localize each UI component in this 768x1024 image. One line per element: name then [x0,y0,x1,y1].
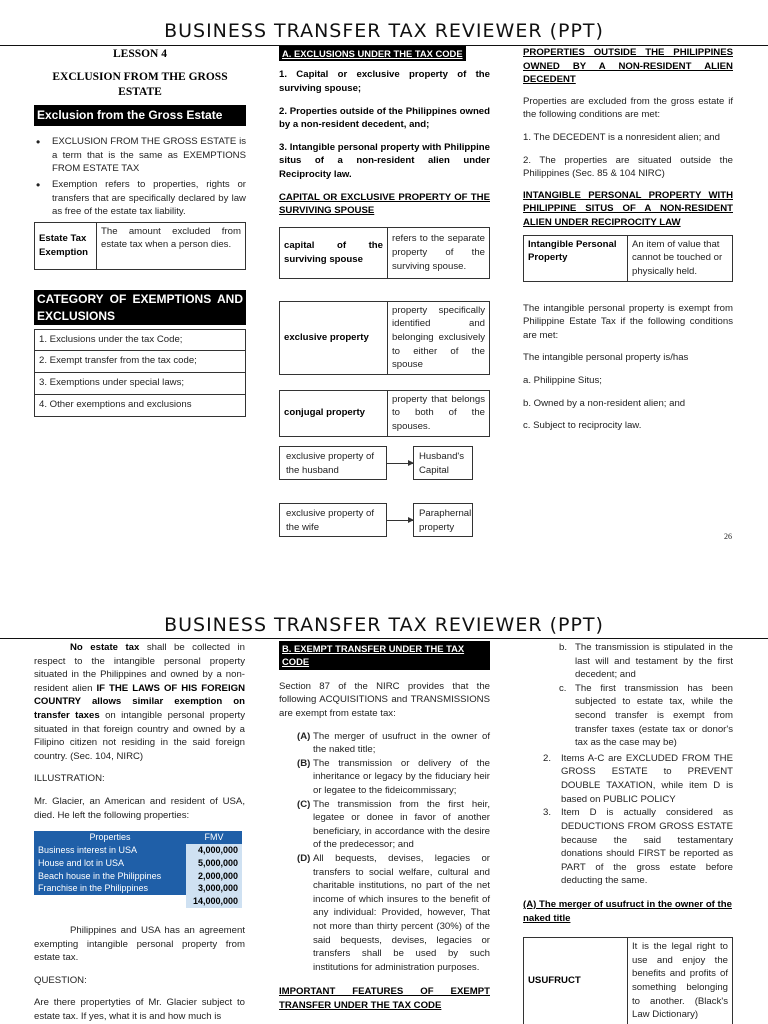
capital-subheading: CAPITAL OR EXCLUSIVE PROPERTY OF THE SURVIVING SPOUSE [279,191,490,217]
paragraph: 1. The DECEDENT is a nonresident alien; and [523,132,720,144]
paragraph: ILLUSTRATION: [34,773,105,785]
paragraph: a. Philippine Situs; [523,374,602,386]
properties-outside-heading: PROPERTIES OUTSIDE THE PHILIPPINES OWNED BY A NON-RESIDENT ALIEN DECEDENT [523,47,733,86]
paragraph: The intangible personal property is exempt from Philippine Estate Tax if the following conditions are met: [523,302,733,341]
list-item: 2. Exempt transfer from the tax code; [34,351,246,373]
intangible-table [523,235,733,282]
exclusion-item: 3. Intangible personal property with Philippine situs of a non-resident alien under Reciprocity law. [279,141,490,180]
def-term: capital of the surviving spouse [280,227,388,278]
usufruct-table [523,937,733,1024]
paragraph: The intangible personal property is/has [523,352,689,364]
table-total-row: 14,000,000 [34,895,242,908]
arrow-right-icon [387,520,413,521]
def-text: refers to the separate property of the surviving spouse. [388,227,490,278]
def-term: exclusive property [280,301,388,374]
page-number: 26 [724,532,732,541]
table-row: Franchise in the Philippines 3,000,000 [34,882,242,895]
title-rule [0,638,768,639]
list-item: 3. Exemptions under special laws; [34,373,246,395]
exclusion-item: 1. Capital or exclusive property of the surviving spouse; [279,69,490,94]
p1-col1 [34,46,246,417]
paragraph: Mr. Glacier, an American and resident of USA, died. He left the following properties: [34,796,245,821]
def-term: Estate Tax Exemption [35,222,97,269]
lesson-title: EXCLUSION FROM THE GROSS ESTATE [52,71,228,98]
list-item: 2. Items A-C are EXCLUDED FROM THE GROSS ESTATE to PREVENT DOUBLE TAXATION, while item D is based on PUBLIC POLICY [543,752,733,805]
flow-target: Husband's Capital [413,446,473,480]
arrow-right-icon [387,463,413,464]
def-term: USUFRUCT [524,938,628,1024]
section-heading: Exclusion from the Gross Estate [34,105,246,126]
table-row: Beach house in the Philippines 2,000,000 [34,870,242,883]
category-list [34,329,246,417]
p1-col3 [523,46,733,442]
list-item: 3. Item D is actually considered as DEDUCTIONS FROM GROSS ESTATE because the said testamentary donations should FIRST be reported as PART of the gross estate before deducting the same. [543,807,733,887]
column-header: Properties [34,831,186,844]
paragraph: Philippines and USA has an agreement exempting intangible personal property from estate tax. [34,924,245,964]
husband-capital-flow [279,446,473,480]
bullet-list [34,135,246,219]
intangible-heading: INTANGIBLE PERSONAL PROPERTY WITH PHILIPPINE SITUS OF A NON-RESIDENT ALIEN UNDER RECIPROCITY LAW [523,189,733,229]
p2-col2 [279,641,490,1013]
column-header: FMV [186,831,242,844]
flow-target: Paraphernal property [413,503,473,537]
p2-col3 [523,641,733,1024]
def-text: property specifically identified and belonging exclusively to either of the spouse [388,301,490,374]
list-item: c. The first transmission has been subjected to estate tax, while the second transfer is exempt from transfer taxes (estate tax or donor's tax as the case may be) [559,682,733,749]
exclusions-heading: A. EXCLUSIONS UNDER THE TAX CODE [279,46,466,61]
def-text: The amount excluded from estate tax when a person dies. [97,222,246,269]
list-item: (D) All bequests, devises, legacies or transfers to social welfare, cultural and charitable institutions, no part of the net income of which insures to the benefit of any individual: Provided, however, That not more than thirty percent (30%) of the said bequests, devises, legacies or transfers shall be used by such institutions for administration purposes. [297,853,490,973]
p2-col1 [34,641,245,1024]
def-term: Intangible Personal Property [524,235,628,281]
list-item: 4. Other exemptions and exclusions [34,395,246,417]
exempt-transfer-heading: B. EXEMPT TRANSFER UNDER THE TAX CODE [279,641,490,670]
paragraph: Section 87 of the NIRC provides that the following ACQUISITIONS and TRANSMISSIONS are exempt from estate tax: [279,680,490,719]
list-item: (C) The transmission from the first heir, legatee or donee in favor of another beneficiary, in accordance with the desire of the predecessor; and [297,798,490,851]
table-row: House and lot in USA 5,000,000 [34,857,242,870]
list-item: (A) The merger of usufruct in the owner of the naked title; [297,730,490,756]
flow-source: exclusive property of the wife [279,503,387,537]
def-text: property that belongs to both of the spouses. [388,390,490,436]
paragraph: No estate tax shall be collected in respect to the intangible personal property situated in the Philippines and owned by a non-resident alien IF THE LAWS OF HIS FOREIGN COUNTRY allows similar exemption on transfer taxes on intangible personal property situated in that foreign country and owned by a Filipino citizen not residing in the said foreign country. (Sec. 104, NIRC) [34,642,246,762]
page-title: BUSINESS TRANSFER TAX REVIEWER (PPT) [164,614,604,636]
estate-tax-exemption-table [34,222,246,270]
paragraph: Properties are excluded from the gross estate if the following conditions are met: [523,95,733,121]
list-item: • EXCLUSION FROM THE GROSS ESTATE is a term that is the same as EXEMPTIONS FROM ESTATE TAX [34,135,246,176]
properties-fmv-table [34,831,242,908]
important-features-heading: IMPORTANT FEATURES OF EXEMPT TRANSFER UNDER THE TAX CODE [279,986,490,1012]
paragraph: QUESTION: [34,974,87,986]
paragraph: Are there propertyties of Mr. Glacier subject to estate tax. If yes, what it is and how much is [34,997,245,1022]
def-text: It is the legal right to use and enjoy the benefits and profits of something belonging to another. (Black's Law Dictionary) [628,938,733,1024]
def-text: An item of value that cannot be touched or physically held. [628,235,733,281]
capital-table [279,227,490,279]
flow-source: exclusive property of the husband [279,446,387,480]
exclusion-item: 2. Properties outside of the Philippines owned by a non-resident decedent, and; [279,105,490,131]
list-item: b. The transmission is stipulated in the last will and testament by the first decedent; and [559,642,733,681]
paragraph: c. Subject to reciprocity law. [523,420,642,432]
property-table [279,301,490,437]
category-heading: CATEGORY OF EXEMPTIONS AND EXCLUSIONS [34,290,246,326]
list-item: 1. Exclusions under the tax Code; [34,329,246,351]
paragraph: 2. The properties are situated outside the Philippines (Sec. 85 & 104 NIRC) [523,154,733,180]
table-row: Business interest in USA 4,000,000 [34,844,242,857]
num-list [523,752,733,888]
sub-list [523,641,733,750]
usufruct-heading: (A) The merger of usufruct in the owner of the naked title [523,898,732,924]
paragraph: b. Owned by a non-resident alien; and [523,397,686,409]
def-term: conjugal property [280,390,388,436]
wife-paraphernal-flow [279,503,473,537]
p1-col2 [279,46,490,437]
lesson-label: LESSON 4 [112,48,167,60]
page-title: BUSINESS TRANSFER TAX REVIEWER (PPT) [164,20,604,42]
exempt-list [279,730,490,975]
list-item: • Exemption refers to properties, rights or transfers that are specifically declared by law as free of the estate tax liability. [34,178,246,219]
list-item: (B) The transmission or delivery of the inheritance or legacy by the fiduciary heir or legatee to the fideicommissary; [297,757,490,796]
